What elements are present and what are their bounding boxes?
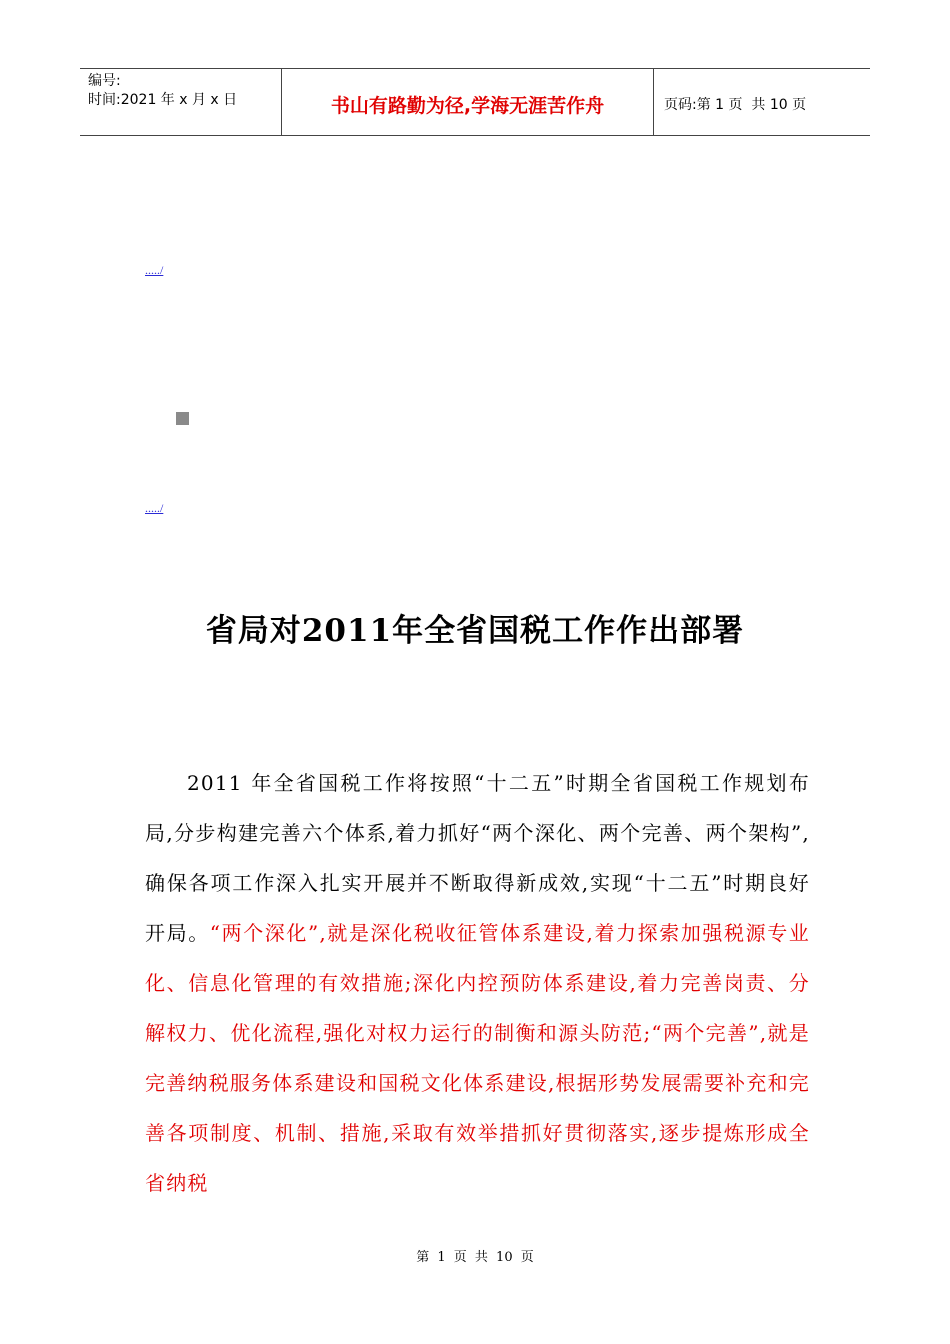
gray-square-icon (176, 412, 189, 425)
page-footer: 第 1 页 共 10 页 (416, 1250, 534, 1265)
number-label: 编号: (88, 73, 121, 89)
second-link[interactable]: ...../ (145, 501, 164, 515)
time-label: 时间:2021 年 x 月 x 日 (88, 92, 238, 108)
page-code-text: 页码:第 1 页 共 10 页 (664, 97, 807, 113)
body-text-red: “两个深化”,就是深化税收征管体系建设,着力探索加强税源专业化、信息化管理的有效措施;深化内控预防体系建设,着力完善岗责、分解权力、优化流程,强化对权力运行的制衡和源头防范;“两个完善”,就是完善纳税服务体系建设和国税文化体系建设,根据形势发展需要补充和完善各项制度、机制、措施,采取有效举措抓好贯彻落实,逐步提炼形成全省纳税 (145, 921, 810, 1195)
top-link[interactable]: ...../ (145, 263, 164, 277)
header-motto: 书山有路勤为径,学海无涯苦作舟 (282, 69, 654, 135)
header-meta (80, 69, 282, 135)
body-paragraph (145, 758, 810, 1208)
header-page-code (654, 69, 870, 135)
document-header (80, 68, 870, 136)
document-title: 省局对2011年全省国税工作作出部署 (205, 613, 745, 649)
body-text-black: 2011 年全省国税工作将按照“十二五”时期全省国税工作规划布局,分步构建完善六个体系,着力抓好“两个深化、两个完善、两个架构”,确保各项工作深入扎实开展并不断取得新成效,实现“十二五”时期良好开局。 (145, 771, 810, 945)
